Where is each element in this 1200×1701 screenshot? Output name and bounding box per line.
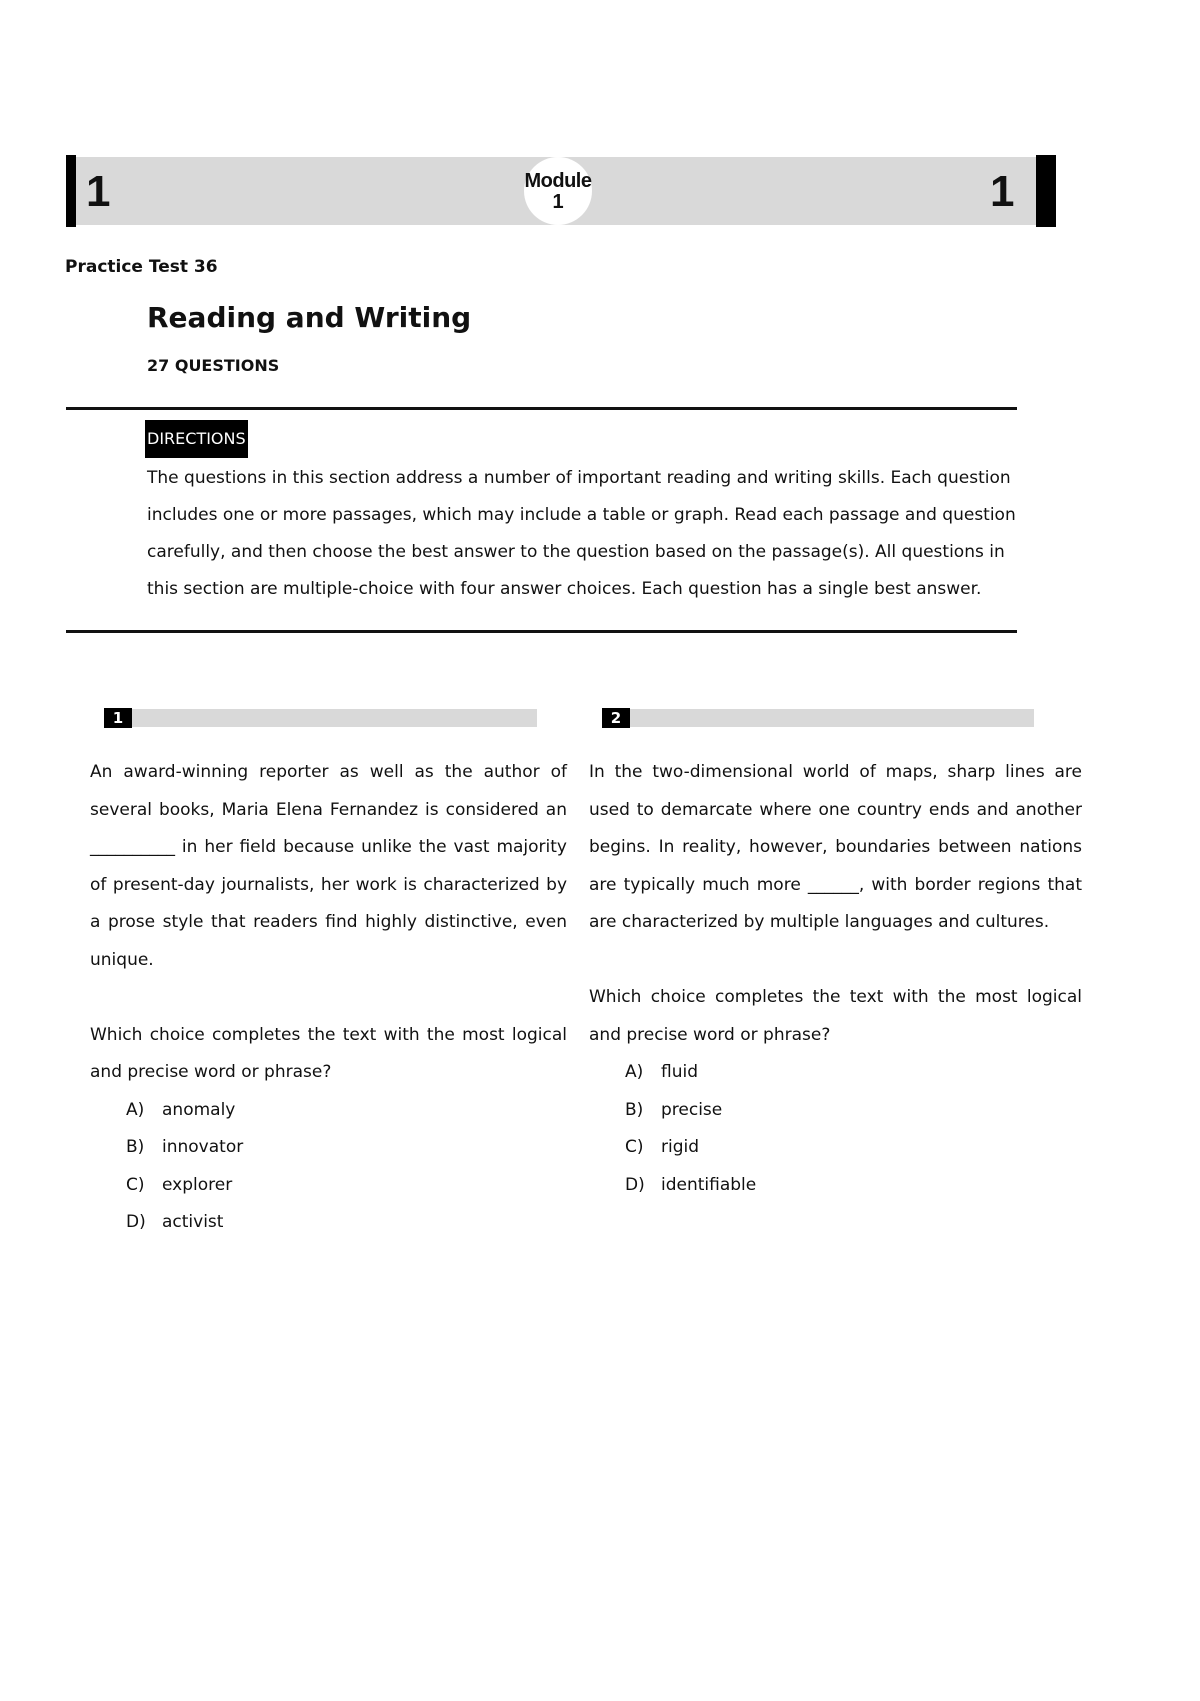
choice-letter: B) xyxy=(625,1099,644,1120)
practice-test-label: Practice Test 36 xyxy=(65,257,218,277)
question-1-header-bar xyxy=(132,709,537,727)
question-2-passage: In the two-dimensional world of maps, sharp lines are used to demarcate where one country ends and another begins. In reality, however, boundaries between nations are typically much more ______, with border regions that are characterized by multiple languages and cultures. xyxy=(589,762,1082,932)
choice-letter: D) xyxy=(126,1212,146,1232)
choice-text: activist xyxy=(162,1212,224,1232)
question-2-number: 2 xyxy=(602,708,630,728)
header-right-number: 1 xyxy=(990,167,1015,216)
choice-letter: D) xyxy=(625,1174,645,1195)
header-right-bar xyxy=(1036,155,1056,227)
choice-letter: B) xyxy=(126,1137,145,1157)
question-1-number: 1 xyxy=(104,708,132,728)
choice-a[interactable] xyxy=(90,1092,567,1130)
header-left-number: 1 xyxy=(86,167,111,216)
question-2-prompt: Which choice completes the text with the most logical and precise word or phrase? xyxy=(589,987,1082,1045)
choice-b[interactable] xyxy=(90,1129,567,1167)
choice-text: identifiable xyxy=(661,1174,757,1195)
choice-text: rigid xyxy=(661,1137,700,1157)
question-1-passage: An award-winning reporter as well as the author of several books, Maria Elena Fernandez is considered an __________ in her field because unlike the vast majority of present-day journalists, her work is characterized by a prose style that readers find highly distinctive, even unique. xyxy=(90,762,567,970)
choice-c[interactable] xyxy=(90,1167,567,1205)
choice-c[interactable] xyxy=(589,1129,1082,1167)
choice-letter: A) xyxy=(625,1062,644,1082)
question-1 xyxy=(90,754,567,1242)
choice-letter: C) xyxy=(126,1174,145,1195)
divider-bottom xyxy=(66,630,1017,633)
question-2-choices xyxy=(589,1054,1082,1204)
question-1-prompt: Which choice completes the text with the most logical and precise word or phrase? xyxy=(90,1024,567,1082)
choice-text: fluid xyxy=(661,1062,698,1082)
question-2-header-bar xyxy=(630,709,1034,727)
choice-text: anomaly xyxy=(162,1099,236,1120)
choice-text: innovator xyxy=(162,1137,244,1157)
choice-a[interactable] xyxy=(589,1054,1082,1092)
module-label: Module xyxy=(524,170,592,192)
choice-letter: A) xyxy=(126,1099,145,1120)
question-1-choices xyxy=(90,1092,567,1242)
section-title: Reading and Writing xyxy=(147,301,472,334)
question-count: 27 QUESTIONS xyxy=(147,356,280,375)
choice-letter: C) xyxy=(625,1137,644,1157)
choice-d[interactable] xyxy=(589,1167,1082,1205)
divider-top xyxy=(66,407,1017,410)
header-left-bar xyxy=(66,155,76,227)
directions-text: The questions in this section address a number of important reading and writing skills. Each question includes one or more passages, which may include a table or graph. Read each passage and question carefully, and then choose the best answer to the question based on the passage(s). All questions in this section are multiple-choice with four answer choices. Each question has a single best answer. xyxy=(147,468,1016,599)
module-number: 1 xyxy=(552,191,564,213)
module-badge xyxy=(524,157,592,225)
choice-text: precise xyxy=(661,1099,723,1120)
choice-b[interactable] xyxy=(589,1092,1082,1130)
choice-text: explorer xyxy=(162,1174,233,1195)
directions-label: DIRECTIONS xyxy=(145,420,248,458)
question-2 xyxy=(589,754,1082,1204)
choice-d[interactable] xyxy=(90,1204,567,1242)
